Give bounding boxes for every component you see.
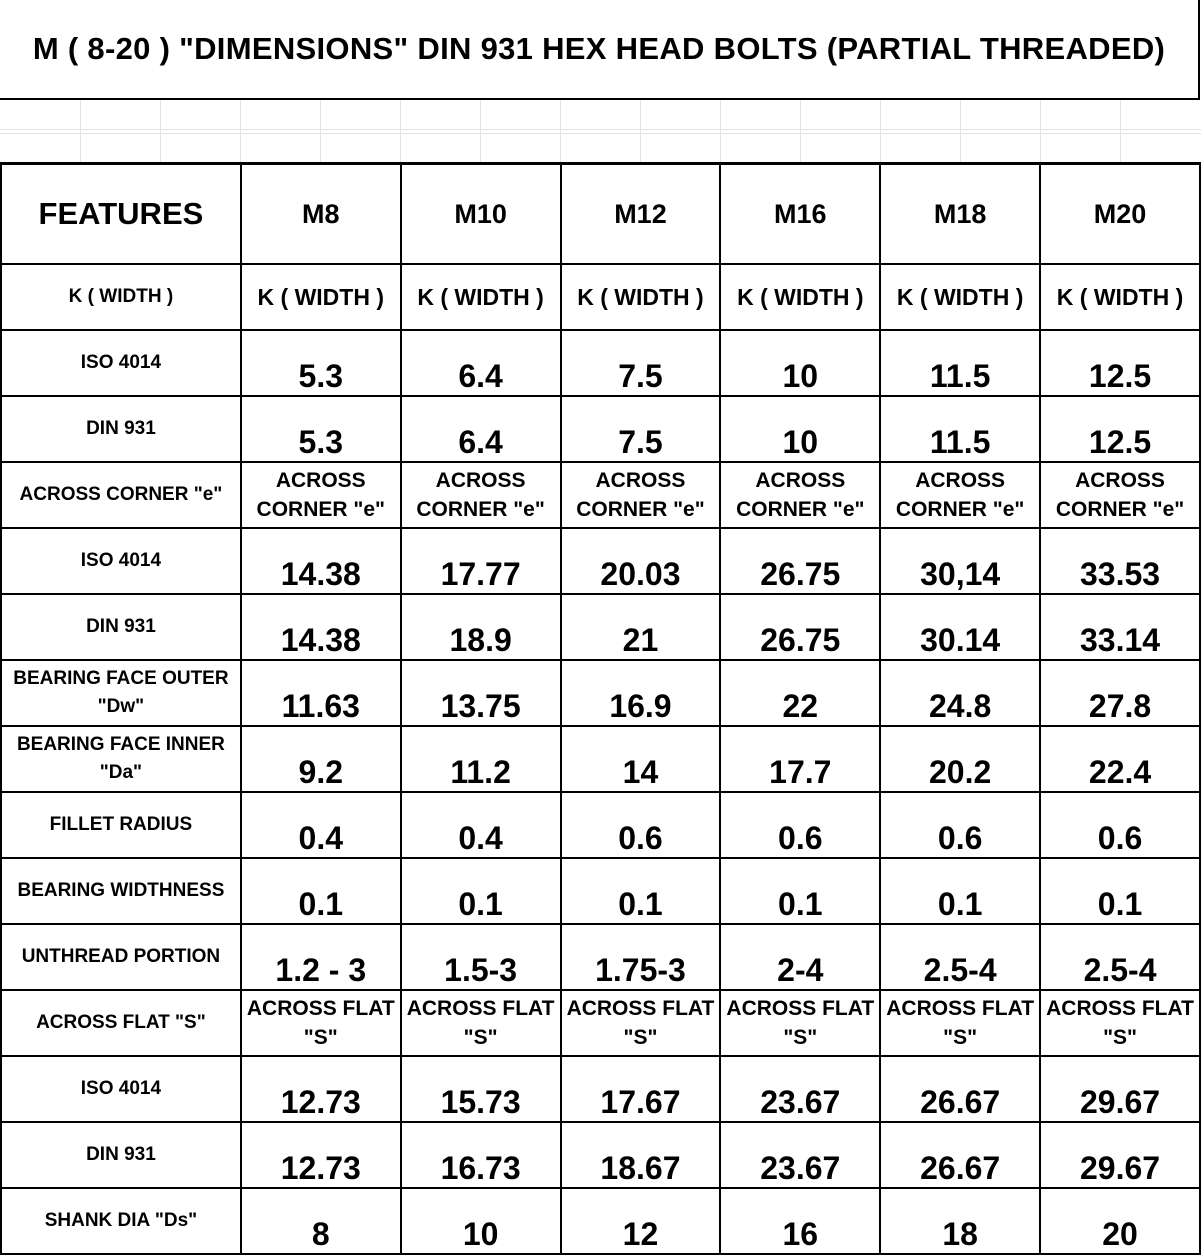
value-cell: 0.1 [1040, 858, 1200, 924]
title-box [0, 0, 1200, 100]
value-cell: 0.6 [720, 792, 880, 858]
column-sublabel: ACROSS CORNER "e" [241, 462, 401, 528]
header-size-m16: M16 [720, 164, 880, 264]
value-cell: 33.53 [1040, 528, 1200, 594]
table-row [1, 528, 1200, 594]
value-cell: 7.5 [561, 396, 721, 462]
value-cell: 5.3 [241, 330, 401, 396]
value-cell: 18 [880, 1188, 1040, 1254]
header-size-m18: M18 [880, 164, 1040, 264]
value-cell: 23.67 [720, 1122, 880, 1188]
table-row [1, 1122, 1200, 1188]
row-label: ACROSS CORNER "e" [1, 462, 241, 528]
column-sublabel: ACROSS FLAT "S" [241, 990, 401, 1056]
column-sublabel: K ( WIDTH ) [241, 264, 401, 330]
column-sublabel: K ( WIDTH ) [720, 264, 880, 330]
table-row [1, 330, 1200, 396]
column-sublabel: ACROSS CORNER "e" [1040, 462, 1200, 528]
value-cell: 22.4 [1040, 726, 1200, 792]
value-cell: 10 [720, 396, 880, 462]
row-label: K ( WIDTH ) [1, 264, 241, 330]
table-row [1, 660, 1200, 726]
header-size-m12: M12 [561, 164, 721, 264]
value-cell: 11.2 [401, 726, 561, 792]
table-row [1, 924, 1200, 990]
value-cell: 1.75-3 [561, 924, 721, 990]
page-title: M ( 8-20 ) "DIMENSIONS" DIN 931 HEX HEAD BOLTS (PARTIAL THREADED) [32, 31, 1166, 66]
value-cell: 1.5-3 [401, 924, 561, 990]
table-row [1, 396, 1200, 462]
value-cell: 23.67 [720, 1056, 880, 1122]
value-cell: 0.1 [561, 858, 721, 924]
header-size-m10: M10 [401, 164, 561, 264]
value-cell: 16.73 [401, 1122, 561, 1188]
header-size-m8: M8 [241, 164, 401, 264]
value-cell: 12 [561, 1188, 721, 1254]
value-cell: 11.63 [241, 660, 401, 726]
row-label: SHANK DIA "Ds" [1, 1188, 241, 1254]
value-cell: 30,14 [880, 528, 1040, 594]
value-cell: 8 [241, 1188, 401, 1254]
value-cell: 10 [720, 330, 880, 396]
value-cell: 12.5 [1040, 396, 1200, 462]
value-cell: 0.4 [401, 792, 561, 858]
value-cell: 0.1 [401, 858, 561, 924]
value-cell: 12.73 [241, 1122, 401, 1188]
row-label: ISO 4014 [1, 528, 241, 594]
value-cell: 10 [401, 1188, 561, 1254]
column-sublabel: ACROSS FLAT "S" [561, 990, 721, 1056]
value-cell: 33.14 [1040, 594, 1200, 660]
value-cell: 14 [561, 726, 721, 792]
table-row [1, 726, 1200, 792]
table-row [1, 594, 1200, 660]
value-cell: 12.73 [241, 1056, 401, 1122]
row-label: BEARING FACE INNER "Da" [1, 726, 241, 792]
value-cell: 11.5 [880, 330, 1040, 396]
value-cell: 29.67 [1040, 1122, 1200, 1188]
row-label: DIN 931 [1, 396, 241, 462]
value-cell: 17.7 [720, 726, 880, 792]
value-cell: 27.8 [1040, 660, 1200, 726]
value-cell: 6.4 [401, 396, 561, 462]
value-cell: 13.75 [401, 660, 561, 726]
value-cell: 26.67 [880, 1122, 1040, 1188]
value-cell: 26.67 [880, 1056, 1040, 1122]
value-cell: 17.67 [561, 1056, 721, 1122]
value-cell: 20.2 [880, 726, 1040, 792]
value-cell: 0.1 [241, 858, 401, 924]
row-label: DIN 931 [1, 594, 241, 660]
value-cell: 2-4 [720, 924, 880, 990]
row-label: ISO 4014 [1, 1056, 241, 1122]
value-cell: 0.1 [880, 858, 1040, 924]
value-cell: 14.38 [241, 528, 401, 594]
table-row [1, 462, 1200, 528]
value-cell: 0.6 [1040, 792, 1200, 858]
dimensions-table [0, 163, 1201, 1255]
value-cell: 12.5 [1040, 330, 1200, 396]
column-sublabel: ACROSS CORNER "e" [720, 462, 880, 528]
value-cell: 30.14 [880, 594, 1040, 660]
column-sublabel: K ( WIDTH ) [561, 264, 721, 330]
table-row [1, 990, 1200, 1056]
row-label: DIN 931 [1, 1122, 241, 1188]
row-label: UNTHREAD PORTION [1, 924, 241, 990]
value-cell: 5.3 [241, 396, 401, 462]
column-sublabel: K ( WIDTH ) [401, 264, 561, 330]
table-row [1, 1188, 1200, 1254]
value-cell: 14.38 [241, 594, 401, 660]
table-header-row [1, 164, 1200, 264]
value-cell: 26.75 [720, 594, 880, 660]
value-cell: 0.6 [880, 792, 1040, 858]
row-label: ACROSS FLAT "S" [1, 990, 241, 1056]
value-cell: 16 [720, 1188, 880, 1254]
value-cell: 20.03 [561, 528, 721, 594]
value-cell: 29.67 [1040, 1056, 1200, 1122]
table-row [1, 264, 1200, 330]
column-sublabel: ACROSS FLAT "S" [1040, 990, 1200, 1056]
column-sublabel: ACROSS CORNER "e" [880, 462, 1040, 528]
value-cell: 6.4 [401, 330, 561, 396]
spreadsheet-gap [0, 100, 1201, 164]
value-cell: 18.9 [401, 594, 561, 660]
table-row [1, 792, 1200, 858]
table-row [1, 1056, 1200, 1122]
value-cell: 2.5-4 [1040, 924, 1200, 990]
value-cell: 21 [561, 594, 721, 660]
value-cell: 26.75 [720, 528, 880, 594]
value-cell: 0.6 [561, 792, 721, 858]
column-sublabel: K ( WIDTH ) [1040, 264, 1200, 330]
dimensions-table-body [1, 164, 1200, 1254]
value-cell: 18.67 [561, 1122, 721, 1188]
value-cell: 24.8 [880, 660, 1040, 726]
column-sublabel: ACROSS FLAT "S" [720, 990, 880, 1056]
header-size-m20: M20 [1040, 164, 1200, 264]
row-label: BEARING WIDTHNESS [1, 858, 241, 924]
value-cell: 0.1 [720, 858, 880, 924]
value-cell: 20 [1040, 1188, 1200, 1254]
row-label: BEARING FACE OUTER "Dw" [1, 660, 241, 726]
header-features: FEATURES [1, 164, 241, 264]
column-sublabel: ACROSS CORNER "e" [561, 462, 721, 528]
value-cell: 22 [720, 660, 880, 726]
value-cell: 0.4 [241, 792, 401, 858]
value-cell: 7.5 [561, 330, 721, 396]
row-label: ISO 4014 [1, 330, 241, 396]
column-sublabel: ACROSS CORNER "e" [401, 462, 561, 528]
row-label: FILLET RADIUS [1, 792, 241, 858]
column-sublabel: ACROSS FLAT "S" [880, 990, 1040, 1056]
value-cell: 17.77 [401, 528, 561, 594]
value-cell: 11.5 [880, 396, 1040, 462]
value-cell: 15.73 [401, 1056, 561, 1122]
value-cell: 16.9 [561, 660, 721, 726]
table-row [1, 858, 1200, 924]
column-sublabel: K ( WIDTH ) [880, 264, 1040, 330]
value-cell: 1.2 - 3 [241, 924, 401, 990]
column-sublabel: ACROSS FLAT "S" [401, 990, 561, 1056]
value-cell: 2.5-4 [880, 924, 1040, 990]
value-cell: 9.2 [241, 726, 401, 792]
